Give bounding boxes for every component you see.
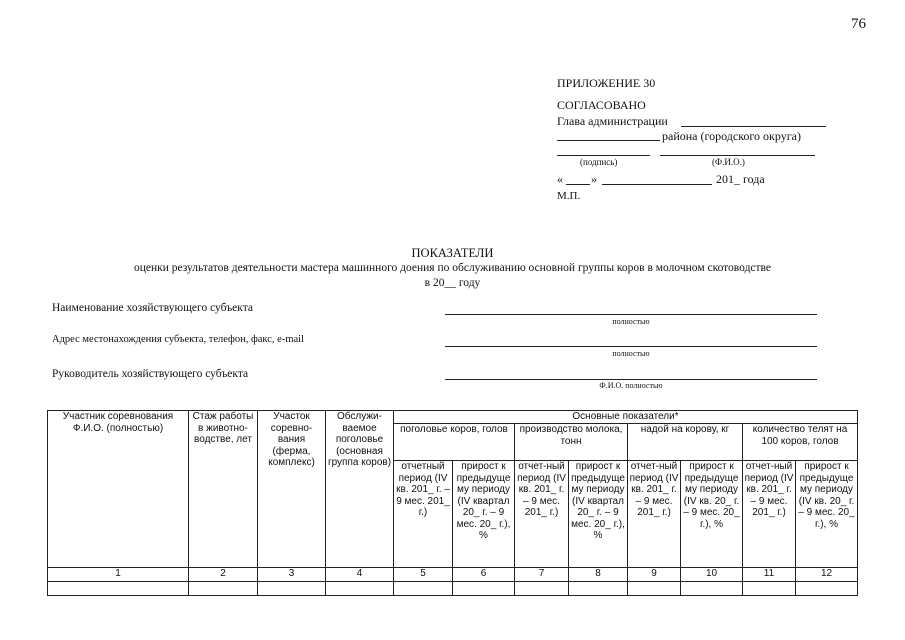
head-name-line <box>681 126 826 127</box>
header-main-indicators: Основные показатели* <box>394 411 858 424</box>
sub-header-period: отчет-ный период (IV кв. 201_ г. – 9 мес. 201_ г.) <box>743 461 796 568</box>
column-number: 8 <box>569 568 628 582</box>
header-participant: Участник соревнования Ф.И.О. (полностью) <box>48 411 189 568</box>
group-calves: количество телят на 100 коров, голов <box>743 424 858 461</box>
seal-label: М.П. <box>557 190 581 202</box>
agreed-label: СОГЛАСОВАНО <box>557 98 646 112</box>
entity-name-label: Наименование хозяйствующего субъекта <box>52 302 253 314</box>
empty-cell <box>326 582 394 596</box>
address-hint: полностью <box>612 349 650 358</box>
empty-cell <box>48 582 189 596</box>
sub-header-growth: прирост к предыдуще му периоду (IV квартал 20_ г. – 9 мес. 20_ г.), % <box>453 461 515 568</box>
empty-cell <box>569 582 628 596</box>
fio-line <box>660 155 815 156</box>
empty-cell <box>189 582 258 596</box>
sub-header-period: отчет-ный период (IV кв. 201_ г. – 9 мес. 201_ г.) <box>515 461 569 568</box>
signature-line <box>557 155 650 156</box>
date-year: 201_ года <box>716 172 765 186</box>
group-cow-headcount: поголовье коров, голов <box>394 424 515 461</box>
sub-header-growth: прирост к предыдуще му периоду (IV квартал 20_ г. – 9 мес. 20_ г.), % <box>569 461 628 568</box>
empty-cell <box>453 582 515 596</box>
empty-cell <box>796 582 858 596</box>
column-number: 10 <box>681 568 743 582</box>
group-milk-production: производство молока, тонн <box>515 424 628 461</box>
header-herd: Обслужи-ваемое поголовье (основная группа коров) <box>326 411 394 568</box>
entity-name-hint: полностью <box>612 317 650 326</box>
sub-header-growth: прирост к предыдуще му периоду (IV кв. 20_ г. – 9 мес. 20_ г.), % <box>796 461 858 568</box>
manager-label: Руководитель хозяйствующего субъекта <box>52 368 249 380</box>
doc-subtitle: оценки результатов деятельности мастера машинного доения по обслуживанию основной группы коров в молочном скотоводстве <box>133 262 772 274</box>
entity-name-line <box>445 314 817 315</box>
header-site: Участок соревно-вания (ферма, комплекс) <box>258 411 326 568</box>
district-label: района (городского округа) <box>662 129 801 143</box>
column-number: 1 <box>48 568 189 582</box>
column-number: 9 <box>628 568 681 582</box>
empty-cell <box>743 582 796 596</box>
group-milk-yield: надой на корову, кг <box>628 424 743 461</box>
empty-cell <box>681 582 743 596</box>
header-experience: Стаж работы в животно-водстве, лет <box>189 411 258 568</box>
column-number: 4 <box>326 568 394 582</box>
address-label: Адрес местонахождения субъекта, телефон, факс, e-mail <box>52 334 305 345</box>
page-number: 76 <box>851 16 866 32</box>
empty-cell <box>258 582 326 596</box>
date-day-line <box>566 184 590 185</box>
sub-header-period: отчет-ный период (IV кв. 201_ г. – 9 мес. 201_ г.) <box>628 461 681 568</box>
sub-header-growth: прирост к предыдуще му периоду (IV кв. 20_ г. – 9 мес. 20_ г.), % <box>681 461 743 568</box>
head-of-admin-label: Глава администрации <box>557 114 668 128</box>
empty-cell <box>515 582 569 596</box>
indicators-table <box>47 410 858 596</box>
manager-hint: Ф.И.О. полностью <box>599 381 663 390</box>
column-number: 7 <box>515 568 569 582</box>
column-number: 3 <box>258 568 326 582</box>
column-number: 5 <box>394 568 453 582</box>
date-close-quote: » <box>591 172 597 186</box>
empty-cell <box>628 582 681 596</box>
signature-hint: (подпись) <box>580 157 618 167</box>
doc-title: ПОКАЗАТЕЛИ <box>411 246 494 260</box>
address-line <box>445 346 817 347</box>
manager-line <box>445 379 817 380</box>
doc-year-line: в 20__ году <box>424 277 481 289</box>
sub-header-period: отчетный период (IV кв. 201_ г. – 9 мес. 201_ г.) <box>394 461 453 568</box>
column-number: 2 <box>189 568 258 582</box>
appendix-label: ПРИЛОЖЕНИЕ 30 <box>557 76 656 90</box>
empty-cell <box>394 582 453 596</box>
district-line <box>557 140 660 141</box>
column-number: 6 <box>453 568 515 582</box>
fio-hint: (Ф.И.О.) <box>712 157 745 167</box>
date-open-quote: « <box>557 172 563 186</box>
column-number: 11 <box>743 568 796 582</box>
date-month-line <box>602 184 712 185</box>
column-number: 12 <box>796 568 858 582</box>
